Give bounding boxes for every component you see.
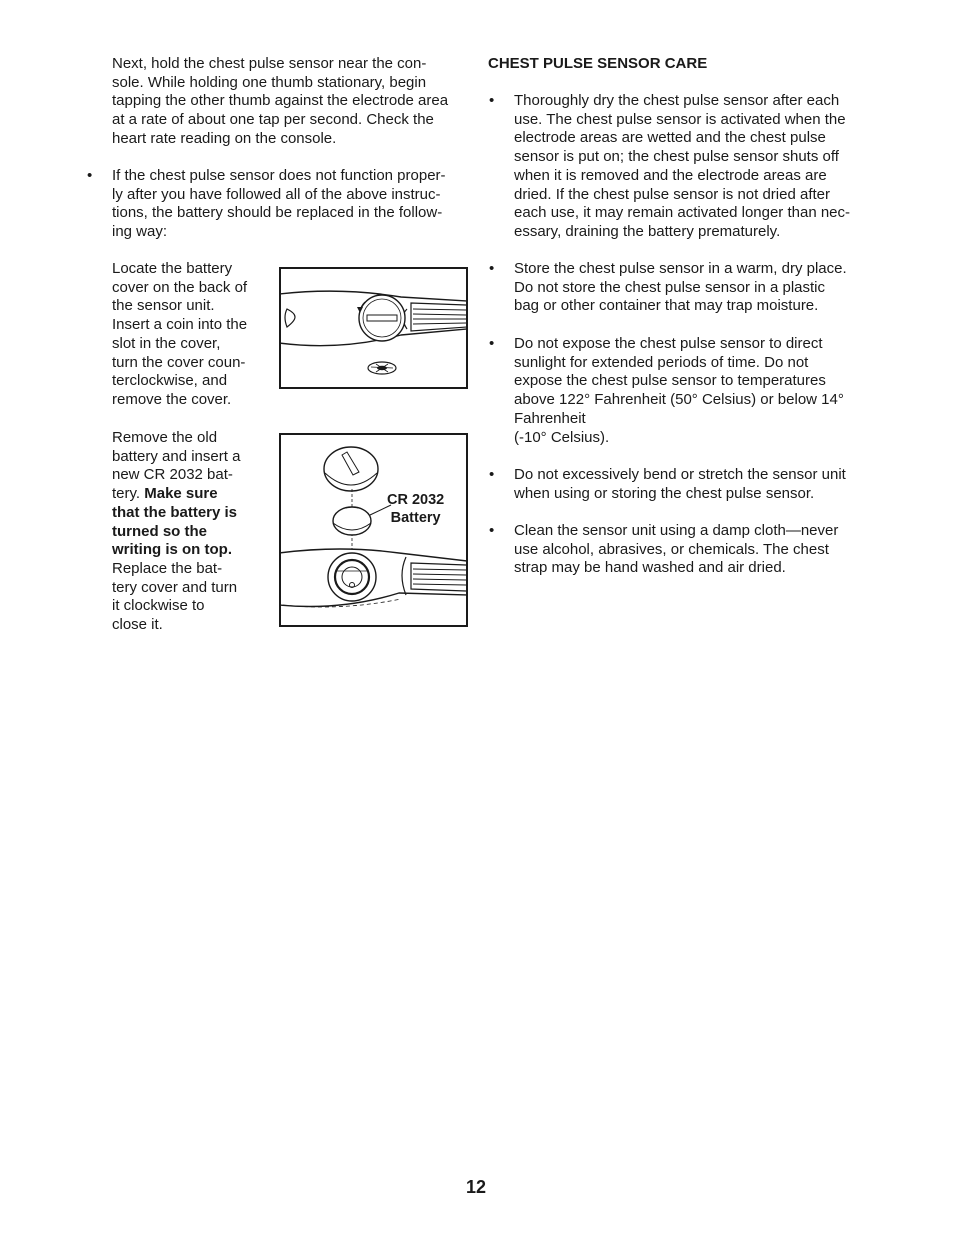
text-line: essary, draining the battery prematurely. [514, 222, 781, 240]
paragraph-test-sensor [112, 55, 448, 149]
bullet-icon: • [489, 92, 495, 109]
text-line: each use, it may remain activated longer than nec- [514, 204, 851, 222]
text-line: strap may be hand washed and air dried. [514, 559, 786, 577]
text-line: close it. [112, 616, 163, 634]
bold-text-line: writing is on top. [112, 541, 232, 559]
battery-label-line: Battery [390, 510, 441, 526]
text-line: Locate the battery [112, 260, 233, 277]
text-line: Replace the bat- [112, 559, 223, 577]
text-line: the sensor unit. [112, 297, 215, 315]
text-line: Clean the sensor unit using a damp cloth—never [514, 522, 839, 539]
figure-battery-replacement [279, 433, 468, 627]
text-line: terclockwise, and [112, 372, 228, 390]
text-line: slot in the cover, [112, 334, 221, 352]
text-line: it clockwise to [112, 597, 205, 615]
text-line: sole. While holding one thumb stationary, begin [112, 73, 427, 91]
text-line: Remove the old [112, 429, 218, 446]
care-item-dry [489, 92, 851, 242]
care-item-store [489, 260, 847, 316]
text-line: ly after you have followed all of the above instruc- [112, 185, 441, 203]
section-heading: CHEST PULSE SENSOR CARE [488, 55, 708, 72]
text-line: use alcohol, abrasives, or chemicals. The chest [514, 540, 829, 558]
text-line: Next, hold the chest pulse sensor near the con- [112, 55, 427, 72]
text-line: Insert a coin into the [112, 316, 248, 334]
battery-illustration [281, 435, 466, 625]
text-line: at a rate of about one tap per second. Check the [112, 111, 434, 129]
text-line: tery cover and turn [112, 578, 238, 596]
text-line: dried. If the chest pulse sensor is not dried after [514, 185, 831, 203]
battery-label-line: CR 2032 [387, 492, 445, 508]
text-line: turn the cover coun- [112, 353, 246, 371]
sensor-unit-illustration [281, 269, 466, 387]
text-line: Thoroughly dry the chest pulse sensor after each [514, 92, 840, 109]
bold-text: Make sure [144, 485, 218, 503]
paragraph-replace-battery [87, 167, 446, 242]
text-line: Do not expose the chest pulse sensor to direct [514, 335, 823, 352]
text-line: (-10° Celsius). [514, 428, 610, 446]
text-line: sensor is put on; the chest pulse sensor shuts off [514, 148, 839, 166]
text-line: ing way: [112, 223, 168, 241]
care-item-clean [489, 522, 839, 578]
bullet-icon: • [87, 167, 93, 184]
text-line: cover on the back of [112, 278, 248, 296]
bold-text-line: that the battery is [112, 503, 238, 521]
text-line: above 122° Fahrenheit (50° Celsius) or below 14° [514, 391, 844, 409]
text-line: Store the chest pulse sensor in a warm, dry place. [514, 260, 847, 277]
text-line: sunlight for extended periods of time. Do not [514, 353, 809, 371]
text-line: remove the cover. [112, 390, 232, 408]
care-item-bend [489, 466, 846, 503]
text-line: Do not excessively bend or stretch the sensor unit [514, 466, 846, 483]
text-line: bag or other container that may trap moisture. [514, 297, 819, 315]
text-line: Fahrenheit [514, 409, 586, 427]
text-line: battery and insert a [112, 447, 241, 465]
text-line: tions, the battery should be replaced in the follow- [112, 204, 443, 222]
text-line: when it is removed and the electrode areas are [514, 166, 827, 184]
text-span: tery. [112, 485, 145, 503]
text-line [112, 485, 240, 504]
page-number: 12 [466, 1177, 487, 1197]
paragraph-remove-cover [112, 260, 247, 410]
battery-label [387, 491, 444, 527]
figure-battery-cover [279, 267, 468, 389]
care-item-sunlight [489, 335, 844, 447]
text-line: expose the chest pulse sensor to temperatures [514, 372, 826, 390]
bullet-icon: • [489, 522, 495, 539]
text-line: when using or storing the chest pulse sensor. [514, 484, 815, 502]
text-line: If the chest pulse sensor does not function proper- [112, 167, 446, 184]
bullet-icon: • [489, 260, 495, 277]
bullet-icon: • [489, 335, 495, 352]
text-line: tapping the other thumb against the electrode area [112, 92, 449, 110]
bullet-icon: • [489, 466, 495, 483]
text-line: electrode areas are wetted and the chest pulse [514, 129, 826, 147]
paragraph-insert-battery [112, 429, 240, 635]
bold-text-line: turned so the [112, 522, 208, 540]
text-line: Do not store the chest pulse sensor in a plastic [514, 278, 826, 296]
text-line: heart rate reading on the console. [112, 129, 337, 147]
text-line: use. The chest pulse sensor is activated when the [514, 110, 846, 128]
text-line: new CR 2032 bat- [112, 466, 233, 484]
